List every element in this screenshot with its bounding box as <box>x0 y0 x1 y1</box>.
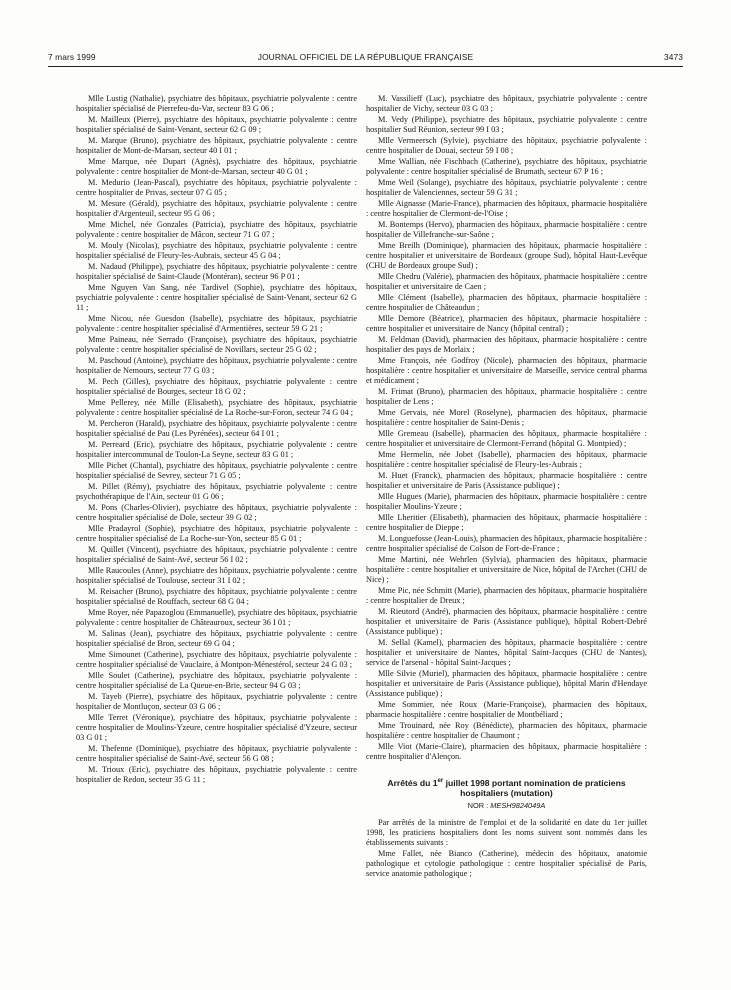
appointment-entry: M. Mesure (Gérald), psychiatre des hôpitaux, psychiatrie polyvalente : centre hospitalier d'Argenteuil, secteur 95 G 06 ; <box>76 198 357 219</box>
notice-intro: Par arrêtés de la ministre de l'emploi et de la solidarité en date du 1er juillet 1998, les praticiens hospitaliers dont les noms suivent sont nommés dans les établissements suivants : <box>366 818 647 848</box>
appointment-entry: M. Marque (Bruno), psychiatre des hôpitaux, psychiatrie polyvalente : centre hospitalier de Mont-de-Marsan, secteur 40 I 01 ; <box>76 135 357 156</box>
appointment-entry: Mlle Viot (Marie-Claire), pharmacien des hôpitaux, pharmacie hospitalière : centre hospitalier d'Alençon. <box>366 742 647 762</box>
notice-title-start: Arrêtés du 1 <box>387 778 438 789</box>
appointment-entry: Mlle Lheritier (Elisabeth), pharmacien des hôpitaux, pharmacie hospitalière : centre hospitalier de Dieppe ; <box>366 512 647 532</box>
appointment-entry: M. Longuefosse (Jean-Louis), pharmacien des hôpitaux, pharmacie hospitalière : centre hospitalier spécialisé de Colson de Fort-de-France ; <box>366 533 647 553</box>
appointment-entry: M. Mouly (Nicolas), psychiatre des hôpitaux, psychiatrie polyvalente : centre hospitalier spécialisé de Fleury-les-Aubrais, secteur 45 G 04 ; <box>76 240 357 260</box>
appointment-entry: M. Vedy (Philippe), psychiatre des hôpitaux, psychiatrie polyvalente : centre hospitalier Sud Réunion, secteur 99 I 03 ; <box>366 114 647 135</box>
appointment-entry: Mme Hermelin, née Jobet (Isabelle), pharmacien des hôpitaux, pharmacie hospitalière : centre hospitalier spécialisé de Fleury-les-Aubrais ; <box>366 449 647 470</box>
appointment-entry: Mlle Pichet (Chantal), psychiatre des hôpitaux, psychiatrie polyvalente : centre hospitalier spécialisé de Sevrey, secteur 71 G 05 ; <box>76 460 357 480</box>
nor-code: MESH9824049A <box>490 801 546 811</box>
appointment-entry: M. Pons (Charles-Olivier), psychiatre des hôpitaux, psychiatrie polyvalente : centre hospitalier spécialisé de Dole, secteur 39 G 02 ; <box>76 502 357 522</box>
appointment-entry: M. Rieutord (André), pharmacien des hôpitaux, pharmacie hospitalière : centre hospitalier et universitaire de Paris (Assistance publique), hôpital Robert-Debré (Assistance publique) ; <box>366 606 647 637</box>
appointment-entry: Mme Royer, née Papazoglou (Emmanuelle), psychiatre des hôpitaux, psychiatrie polyvalente : centre hospitalier de Châteauroux, secteur 36 I 01 ; <box>76 607 357 627</box>
appointment-entry: Mlle Silvie (Muriel), pharmacien des hôpitaux, pharmacie hospitalière : centre hospitalier et universitaire de Paris (Assistance publique), hôpital Marin d'Hendaye (Assistance publique) ; <box>366 669 647 699</box>
appointment-entry: Mlle Soulet (Catherine), psychiatre des hôpitaux, psychiatrie polyvalente : centre hospitalier spécialisé de La Queue-en-Brie, secteur 94 G 03 ; <box>76 670 357 690</box>
appointment-entry: Mme Paineau, née Serrado (Françoise), psychiatre des hôpitaux, psychiatrie polyvalente : centre hospitalier spécialisé de Novillars, secteur 25 G 02 ; <box>76 334 357 355</box>
appointment-entry: Mlle Aignasse (Marie-France), pharmacien des hôpitaux, pharmacie hospitalière : centre hospitalier de Clermont-de-l'Oise ; <box>366 198 647 219</box>
page-header <box>48 52 683 66</box>
appointment-entry: Mme Pellerey, née Mille (Elisabeth), psychiatre des hôpitaux, psychiatrie polyvalente : centre hospitalier spécialisé de La Roche-sur-Foron, secteur 74 G 04 ; <box>76 397 357 417</box>
appointment-entry: Mlle Demore (Béatrice), pharmacien des hôpitaux, pharmacie hospitalière : centre hospitalier et universitaire de Nancy (hôpital central) ; <box>366 313 647 334</box>
header-rule <box>48 66 683 67</box>
appointment-entry: M. Bontemps (Hervo), pharmacien des hôpitaux, pharmacie hospitalière : centre hospitalier de Villefranche-sur-Saône ; <box>366 219 647 239</box>
appointment-entry: Mme Trouinard, née Roy (Bénédicte), pharmacien des hôpitaux, pharmacie hospitalière : centre hospitalier de Chaumont ; <box>366 721 647 741</box>
appointment-entry: Mlle Gremeau (Isabelle), pharmacien des hôpitaux, pharmacie hospitalière : centre hospitalier et universitaire de Clermont-Ferrand (hôpital G. Montpied) ; <box>366 428 647 449</box>
appointment-entry: Mme Simounet (Catherine), psychiatre des hôpitaux, psychiatrie polyvalente : centre hospitalier spécialisé de Vauclaire, à Montpon-Ménestérol, secteur 24 G 03 ; <box>76 649 357 669</box>
appointment-entry: M. Trioux (Eric), psychiatre des hôpitaux, psychiatrie polyvalente : centre hospitalier de Redon, secteur 35 G 11 ; <box>76 764 357 784</box>
appointment-entry: Mme François, née Godfroy (Nicole), pharmacien des hôpitaux, pharmacie hospitalière : centre hospitalier et universitaire de Marseille, service central pharma et médicament ; <box>366 355 647 386</box>
appointment-entry: Mme Nicou, née Guesdon (Isabelle), psychiatre des hôpitaux, psychiatrie polyvalente : centre hospitalier spécialisé d'Armentières, secteur 59 G 21 ; <box>76 313 357 334</box>
appointment-entry: Mme Gervais, née Morel (Roselyne), pharmacien des hôpitaux, pharmacie hospitalière : centre hospitalier de Saint-Denis ; <box>366 407 647 428</box>
appointment-entry: Mme Wallian, née Fischbach (Catherine), psychiatre des hôpitaux, psychiatrie polyvalente : centre hospitalier spécialisé de Brumath, secteur 67 P 16 ; <box>366 156 647 177</box>
notice-title-sup: er <box>437 778 444 785</box>
appointment-entry: M. Percheron (Harald), psychiatre des hôpitaux, psychiatrie polyvalente : centre hospitalier spécialisé de Pau (Les Pyrénées), secteur 64 I 01 ; <box>76 418 357 438</box>
appointment-entry: M. Pillet (Rémy), psychiatre des hôpitaux, psychiatrie polyvalente : centre psychothérapique de l'Ain, secteur 01 G 06 ; <box>76 481 357 501</box>
appointment-entry: M. Frimat (Bruno), pharmacien des hôpitaux, pharmacie hospitalière : centre hospitalier de Lens ; <box>366 386 647 407</box>
appointment-entry: Mme Breilh (Dominique), pharmacien des hôpitaux, pharmacie hospitalière : centre hospitalier et universitaire de Bordeaux (groupe Sud), hôpital Haut-Levêque (CHU de Bordeaux groupe Sud) ; <box>366 240 647 271</box>
appointment-entry: M. Huet (Franck), pharmacien des hôpitaux, pharmacie hospitalière : centre hospitalier et universitaire de Paris (Assistance publique) ; <box>366 470 647 491</box>
appointment-entry: Mme Marque, née Dupart (Agnès), psychiatre des hôpitaux, psychiatrie polyvalente : centre hospitalier de Mont-de-Marsan, secteur 40 G 01 ; <box>76 156 357 177</box>
issue-date: 7 mars 1999 <box>48 52 96 62</box>
appointment-entry: Mme Michel, née Gonzales (Patricia), psychiatre des hôpitaux, psychiatrie polyvalente : centre hospitalier de Mâcon, secteur 71 G 07 ; <box>76 219 357 239</box>
appointment-entry: M. Vassilieff (Luc), psychiatre des hôpitaux, psychiatrie polyvalente : centre hospitalier de Vichy, secteur 03 G 03 ; <box>366 94 647 114</box>
appointment-entry: Mlle Lustig (Nathalie), psychiatre des hôpitaux, psychiatrie polyvalente : centre hospitalier spécialisé de Pierrefeu-du-Var, secteur 83 G 06 ; <box>76 94 357 114</box>
notice-title <box>366 776 647 798</box>
appointment-entry: M. Thefenne (Dominique), psychiatre des hôpitaux, psychiatrie polyvalente : centre hospitalier spécialisé de Saint-Avé, secteur 56 G 08 ; <box>76 743 357 763</box>
notice-first-entry: Mme Fallet, née Bianco (Catherine), médecin des hôpitaux, anatomie pathologique et cytologie pathologique : centre hospitalier spécialisé de Paris, service anatomie pathologique ; <box>366 849 647 879</box>
appointment-entry: Mme Martini, née Wehrlen (Sylvia), pharmacien des hôpitaux, pharmacie hospitalière : centre hospitalier et universitaire de Nice, hôpital de l'Archet (CHU de Nice) ; <box>366 554 647 585</box>
appointment-entry: M. Paschoud (Antoine), psychiatre des hôpitaux, psychiatrie polyvalente : centre hospitalier de Nemours, secteur 77 G 03 ; <box>76 355 357 375</box>
appointment-entry: M. Medurio (Jean-Pascal), psychiatre des hôpitaux, psychiatrie polyvalente : centre hospitalier de Privas, secteur 07 G 05 ; <box>76 177 357 198</box>
appointment-entry: M. Pech (Gilles), psychiatre des hôpitaux, psychiatrie polyvalente : centre hospitalier spécialisé de Bourges, secteur 18 G 02 ; <box>76 376 357 396</box>
appointment-entry: Mlle Clément (Isabelle), pharmacien des hôpitaux, pharmacie hospitalière : centre hospitalier de Châteaudun ; <box>366 292 647 313</box>
right-column-entries <box>366 94 647 762</box>
appointment-entry: Mme Weil (Solange), psychiatre des hôpitaux, psychiatrie polyvalente : centre hospitalier de Valenciennes, secteur 59 G 31 ; <box>366 177 647 198</box>
appointment-entry: M. Reisacher (Bruno), psychiatre des hôpitaux, psychiatrie polyvalente : centre hospitalier spécialisé de Rouffach, secteur 68 G 04 ; <box>76 586 357 606</box>
right-column <box>366 94 647 880</box>
appointment-entry: Mme Nguyen Van Sang, née Tardivel (Sophie), psychiatre des hôpitaux, psychiatrie polyvalente : centre hospitalier spécialisé de Saint-Venant, secteur 62 G 11 ; <box>76 282 357 313</box>
notice-title-end: juillet 1998 portant nomination de praticiens hospitaliers (mutation) <box>443 778 626 799</box>
appointment-entry: M. Quillet (Vincent), psychiatre des hôpitaux, psychiatrie polyvalente : centre hospitalier spécialisé de Saint-Avé, secteur 56 I 02 ; <box>76 544 357 564</box>
appointment-entry: Mlle Pradayrol (Sophie), psychiatre des hôpitaux, psychiatrie polyvalente : centre hospitalier spécialisé de La Roche-sur-Yon, secteur 85 G 01 ; <box>76 523 357 543</box>
appointment-entry: Mlle Hugues (Marie), pharmacien des hôpitaux, pharmacie hospitalière : centre hospitalier Moulins-Yzeure ; <box>366 491 647 511</box>
appointment-entry: M. Salinas (Jean), psychiatre des hôpitaux, psychiatrie polyvalente : centre hospitalier spécialisé de Bron, secteur 69 G 04 ; <box>76 628 357 648</box>
appointment-entry: M. Perreard (Eric), psychiatre des hôpitaux, psychiatrie polyvalente : centre hospitalier intercommunal de Toulon-La Seyne, secteur 83 G 01 ; <box>76 439 357 459</box>
appointment-entry: M. Nadaud (Philippe), psychiatre des hôpitaux, psychiatrie polyvalente : centre hospitalier spécialisé de Saint-Claude (Montéran), secteur 96 P 01 ; <box>76 261 357 281</box>
journal-title: JOURNAL OFFICIEL DE LA RÉPUBLIQUE FRANÇAISE <box>257 52 474 62</box>
nor-reference <box>366 801 647 810</box>
appointment-entry: M. Tayeb (Pierre), psychiatre des hôpitaux, psychiatrie polyvalente : centre hospitalier de Montluçon, secteur 03 G 06 ; <box>76 691 357 711</box>
left-column <box>76 94 357 785</box>
appointment-entry: Mme Sommier, née Roux (Marie-Françoise), pharmacien des hôpitaux, pharmacie hospitalière : centre hospitalier de Montbéliard ; <box>366 700 647 720</box>
appointment-entry: M. Feldman (David), pharmacien des hôpitaux, pharmacie hospitalière : centre hospitalier des pays de Morlaix ; <box>366 334 647 355</box>
page-number: 3473 <box>663 52 683 62</box>
appointment-entry: Mlle Raucoules (Anne), psychiatre des hôpitaux, psychiatrie polyvalente : centre hospitalier spécialisé de Toulouse, secteur 31 I 02 ; <box>76 565 357 585</box>
appointment-entry: M. Mailleux (Pierre), psychiatre des hôpitaux, psychiatrie polyvalente : centre hospitalier spécialisé de Saint-Venant, secteur 62 G 09 ; <box>76 114 357 135</box>
appointment-entry: Mlle Terret (Véronique), psychiatre des hôpitaux, psychiatrie polyvalente : centre hospitalier de Moulins-Yzeure, centre hospitalier spécialisé d'Yzeure, secteur 03 G 01 ; <box>76 712 357 742</box>
nor-label: NOR : <box>467 801 491 811</box>
appointment-entry: M. Sellal (Kamel), pharmacien des hôpitaux, pharmacie hospitalière : centre hospitalier et universitaire de Nantes, hôpital Saint-Jacques (CHU de Nantes), service de l'arsenal - hôpital Saint-Jacques ; <box>366 638 647 668</box>
appointment-entry: Mme Pic, née Schmitt (Marie), pharmacien des hôpitaux, pharmacie hospitalière : centre hospitalier de Dreux ; <box>366 585 647 606</box>
appointment-entry: Mlle Chedru (Valérie), pharmacien des hôpitaux, pharmacie hospitalière : centre hospitalier et universitaire de Caen ; <box>366 271 647 292</box>
appointment-entry: Mlle Vermeersch (Sylvie), psychiatre des hôpitaux, psychiatrie polyvalente : centre hospitalier de Douai, secteur 59 I 08 ; <box>366 135 647 156</box>
